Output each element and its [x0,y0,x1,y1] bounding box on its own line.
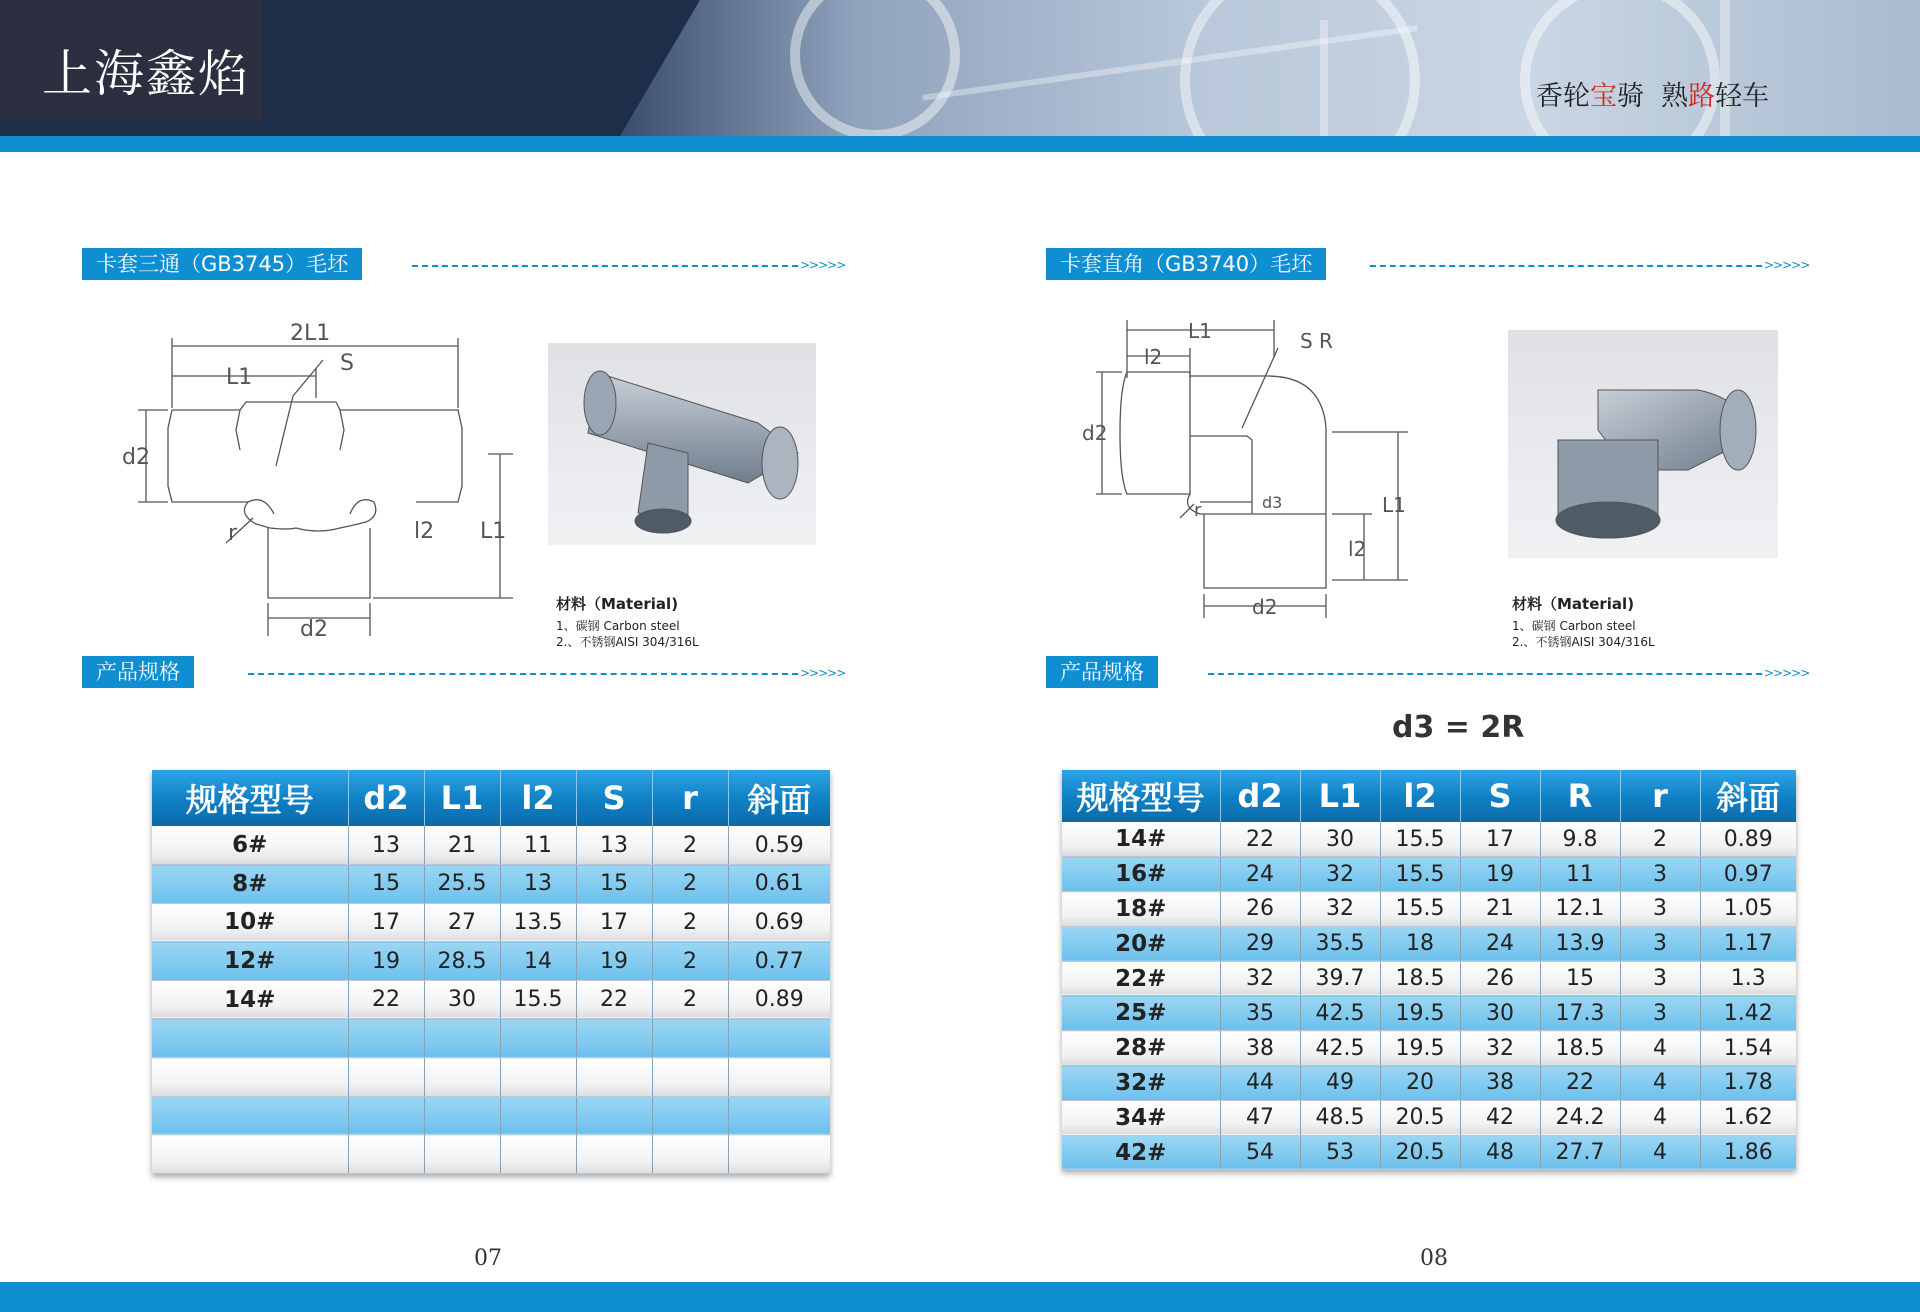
table-cell: 15 [576,865,652,904]
dim-label-S: S [340,351,354,376]
table-cell: 3 [1620,961,1700,996]
table-cell: 39.7 [1300,961,1380,996]
table-row [152,1135,830,1174]
table-cell: 42.5 [1300,1031,1380,1066]
table-cell [152,1096,348,1135]
table-cell: 48 [1460,1135,1540,1170]
dim-label-2L1: 2L1 [290,321,331,346]
table-cell: 8# [152,865,348,904]
table-cell: 42# [1062,1135,1220,1170]
dim-label-d2: d2 [122,445,150,470]
table-cell: 29 [1220,926,1300,961]
table-cell: 48.5 [1300,1100,1380,1135]
table-row [1062,822,1796,857]
col-header: 规格型号 [152,770,348,826]
material-title: 材料（Material) [556,595,679,613]
col-header: L1 [1300,770,1380,822]
table-cell: 18# [1062,892,1220,927]
material-line: 1、碳钢 Carbon steel [1512,619,1636,633]
table-cell: 49 [1300,1066,1380,1101]
table-cell [424,1135,500,1174]
spec-table-tee [152,770,830,1174]
slogan [1536,74,1769,113]
header-banner [0,0,1920,136]
table-cell: 15.5 [1380,857,1460,892]
table-cell [348,1058,424,1097]
table-cell: 10# [152,903,348,942]
table-cell: 13 [576,826,652,865]
table-row [152,1058,830,1097]
table-row [152,865,830,904]
material-line: 2.、不锈钢AISI 304/316L [1512,635,1655,649]
table-cell: 47 [1220,1100,1300,1135]
table-cell: 14# [152,980,348,1019]
dim-label-L1-right: L1 [480,519,507,544]
table-cell: 32 [1300,892,1380,927]
table-cell: 22# [1062,961,1220,996]
table-cell: 0.61 [728,865,830,904]
col-header: d2 [1220,770,1300,822]
tee-3d-render [548,343,816,545]
table-row [1062,857,1796,892]
table-cell [652,1058,728,1097]
table-cell: 15.5 [500,980,576,1019]
table-cell: 0.97 [1700,857,1796,892]
table-cell: 12.1 [1540,892,1620,927]
dim-label-d2: d2 [1082,421,1108,445]
material-note-tee [556,596,699,650]
dim-label-L1: L1 [226,365,253,390]
table-row [1062,1031,1796,1066]
slogan-text: 轻车 [1715,81,1770,112]
section-divider [248,673,798,675]
table-cell: 53 [1300,1135,1380,1170]
machinery-photo [620,0,1920,136]
table-cell: 1.86 [1700,1135,1796,1170]
section-divider [1370,265,1762,267]
col-header: d2 [348,770,424,826]
table-cell: 17.3 [1540,996,1620,1031]
spec-title-left: 产品规格 [82,656,194,688]
table-cell: 13.9 [1540,926,1620,961]
table-cell: 9.8 [1540,822,1620,857]
table-cell [348,1019,424,1058]
table-cell [348,1096,424,1135]
table-cell: 13.5 [500,903,576,942]
divider-arrows: >>>>> [1764,258,1810,272]
table-cell: 35 [1220,996,1300,1031]
table-cell: 2 [652,903,728,942]
table-cell [424,1096,500,1135]
table-cell: 1.42 [1700,996,1796,1031]
table-cell: 30 [1300,822,1380,857]
slogan-text: 香轮 [1536,81,1590,112]
table-cell [576,1019,652,1058]
table-cell [152,1058,348,1097]
table-cell: 2 [652,942,728,981]
table-cell: 32 [1460,1031,1540,1066]
col-header: l2 [1380,770,1460,822]
table-cell: 44 [1220,1066,1300,1101]
table-cell: 20 [1380,1066,1460,1101]
slogan-text: 熟 [1661,81,1689,112]
table-cell [728,1135,830,1174]
table-cell: 15.5 [1380,822,1460,857]
company-logo-box [0,0,262,120]
table-cell: 0.89 [1700,822,1796,857]
col-header: S [576,770,652,826]
table-row [152,942,830,981]
table-cell: 2 [652,865,728,904]
table-cell: 15.5 [1380,892,1460,927]
divider-arrows: >>>>> [1764,666,1810,680]
table-cell: 18 [1380,926,1460,961]
table-cell: 20.5 [1380,1100,1460,1135]
table-row [1062,926,1796,961]
table-cell: 17 [1460,822,1540,857]
tee-technical-drawing [118,318,528,648]
table-cell: 19.5 [1380,996,1460,1031]
dim-label-l2: l2 [1144,345,1163,369]
table-cell: 26 [1220,892,1300,927]
table-cell [500,1058,576,1097]
elbow-3d-render [1508,330,1778,558]
col-header: S [1460,770,1540,822]
table-cell: 20# [1062,926,1220,961]
table-cell: 34# [1062,1100,1220,1135]
dim-label-l2: l2 [414,519,435,544]
table-cell: 1.62 [1700,1100,1796,1135]
table-cell [152,1019,348,1058]
table-cell: 25.5 [424,865,500,904]
page-number: 08 [1420,1246,1448,1271]
tee-render-image [548,343,816,545]
table-cell [500,1135,576,1174]
dim-label-r: r [228,521,238,546]
table-cell: 25# [1062,996,1220,1031]
table-cell [728,1096,830,1135]
table-cell: 20.5 [1380,1135,1460,1170]
table-cell [348,1135,424,1174]
table-cell: 1.3 [1700,961,1796,996]
table-cell: 54 [1220,1135,1300,1170]
table-cell: 32 [1300,857,1380,892]
table-cell: 22 [576,980,652,1019]
table-cell: 3 [1620,926,1700,961]
table-cell: 2 [1620,822,1700,857]
section-divider [412,265,798,267]
table-row [1062,892,1796,927]
dim-label-d2-bottom: d2 [1252,595,1278,618]
table-row [152,980,830,1019]
slogan-text: 骑 [1617,81,1644,112]
table-cell: 42.5 [1300,996,1380,1031]
table-cell: 3 [1620,996,1700,1031]
table-cell [424,1019,500,1058]
table-cell: 15 [348,865,424,904]
dim-label-d3: d3 [1262,493,1283,512]
table-row [152,826,830,865]
table-cell [652,1019,728,1058]
table-cell: 22 [1540,1066,1620,1101]
table-cell: 32 [1220,961,1300,996]
footer-stripe [0,1282,1920,1312]
table-cell: 1.17 [1700,926,1796,961]
table-row [1062,1066,1796,1101]
table-cell: 21 [424,826,500,865]
table-cell: 16# [1062,857,1220,892]
dim-label-SR: S R [1300,329,1333,353]
table-cell [728,1058,830,1097]
col-header: L1 [424,770,500,826]
table-cell: 15 [1540,961,1620,996]
table-cell [576,1135,652,1174]
formula-d3: d3 = 2R [1392,710,1525,745]
table-cell [728,1019,830,1058]
dim-label-d2-bottom: d2 [300,617,328,642]
table-cell: 24 [1460,926,1540,961]
spec-title-right: 产品规格 [1046,656,1158,688]
col-header: r [1620,770,1700,822]
col-header: l2 [500,770,576,826]
table-cell [576,1096,652,1135]
section-title-elbow: 卡套直角（GB3740）毛坯 [1046,248,1326,280]
table-cell: 35.5 [1300,926,1380,961]
table-row [152,903,830,942]
slogan-red-text: 路 [1688,81,1716,112]
table-cell: 12# [152,942,348,981]
table-cell: 0.89 [728,980,830,1019]
table-cell: 1.05 [1700,892,1796,927]
elbow-technical-drawing [1082,318,1422,618]
table-cell [500,1019,576,1058]
table-cell: 30 [1460,996,1540,1031]
header-stripe [0,136,1920,152]
table-cell: 6# [152,826,348,865]
table-cell: 22 [1220,822,1300,857]
dim-label-r: r [1194,500,1202,521]
table-cell: 4 [1620,1066,1700,1101]
table-cell: 3 [1620,892,1700,927]
table-cell: 17 [348,903,424,942]
table-cell: 11 [500,826,576,865]
table-cell: 14 [500,942,576,981]
table-cell: 30 [424,980,500,1019]
table-cell: 11 [1540,857,1620,892]
table-cell: 28.5 [424,942,500,981]
dim-label-L1: L1 [1188,319,1212,343]
table-cell: 27 [424,903,500,942]
material-note-elbow [1512,596,1655,650]
slogan-red-text: 宝 [1590,81,1617,112]
table-row [152,1019,830,1058]
section-title-tee: 卡套三通（GB3745）毛坯 [82,248,362,280]
table-cell: 24.2 [1540,1100,1620,1135]
col-header: R [1540,770,1620,822]
elbow-render-image [1508,330,1778,558]
table-cell: 19 [348,942,424,981]
table-cell: 24 [1220,857,1300,892]
table-cell: 4 [1620,1135,1700,1170]
table-cell: 1.54 [1700,1031,1796,1066]
table-cell [652,1096,728,1135]
table-cell [652,1135,728,1174]
table-cell: 2 [652,826,728,865]
table-cell: 38 [1460,1066,1540,1101]
table-cell: 4 [1620,1100,1700,1135]
table-cell [500,1096,576,1135]
section-divider [1208,673,1762,675]
table-cell: 19 [1460,857,1540,892]
dim-label-l2-right: l2 [1348,537,1367,561]
table-cell: 13 [500,865,576,904]
table-row [1062,996,1796,1031]
table-cell: 3 [1620,857,1700,892]
table-cell: 18.5 [1540,1031,1620,1066]
table-cell [576,1058,652,1097]
table-cell: 26 [1460,961,1540,996]
col-header: r [652,770,728,826]
page-number: 07 [474,1246,502,1271]
table-cell: 0.59 [728,826,830,865]
dim-label-L1-right: L1 [1382,493,1406,517]
divider-arrows: >>>>> [800,258,846,272]
material-line: 2.、不锈钢AISI 304/316L [556,635,699,649]
table-row [1062,1135,1796,1170]
table-cell: 22 [348,980,424,1019]
table-cell: 28# [1062,1031,1220,1066]
table-cell: 0.69 [728,903,830,942]
table-cell: 19.5 [1380,1031,1460,1066]
table-cell: 42 [1460,1100,1540,1135]
table-cell: 27.7 [1540,1135,1620,1170]
table-cell: 19 [576,942,652,981]
table-cell: 14# [1062,822,1220,857]
spec-table-elbow [1062,770,1796,1170]
table-cell: 4 [1620,1031,1700,1066]
table-cell: 0.77 [728,942,830,981]
col-header: 规格型号 [1062,770,1220,822]
table-cell: 18.5 [1380,961,1460,996]
material-line: 1、碳钢 Carbon steel [556,619,680,633]
table-row [152,1096,830,1135]
table-cell: 38 [1220,1031,1300,1066]
table-row [1062,961,1796,996]
table-cell: 13 [348,826,424,865]
material-title: 材料（Material) [1512,595,1635,613]
table-cell: 21 [1460,892,1540,927]
table-cell: 1.78 [1700,1066,1796,1101]
col-header: 斜面 [1700,770,1796,822]
table-cell: 32# [1062,1066,1220,1101]
divider-arrows: >>>>> [800,666,846,680]
table-cell: 17 [576,903,652,942]
table-row [1062,1100,1796,1135]
col-header: 斜面 [728,770,830,826]
company-name: 上海鑫焰 [42,45,250,103]
table-cell [424,1058,500,1097]
table-cell: 2 [652,980,728,1019]
table-cell [152,1135,348,1174]
